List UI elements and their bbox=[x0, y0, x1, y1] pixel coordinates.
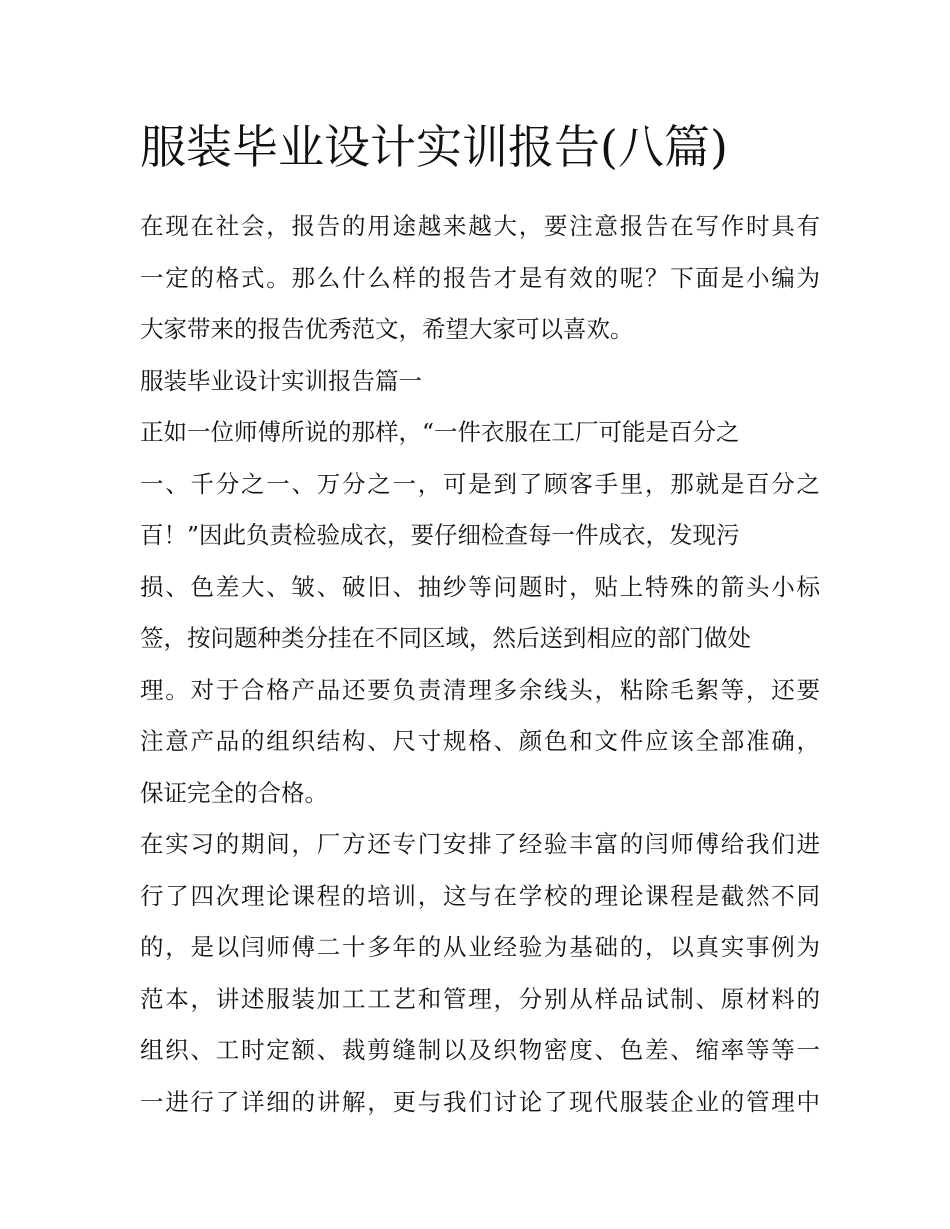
document-title: 服装毕业设计实训报告(八篇) bbox=[140, 120, 728, 174]
body-line: 大家带来的报告优秀范文，希望大家可以喜欢。 bbox=[140, 315, 634, 343]
body-line: 理。对于合格产品还要负责清理多余线头，粘除毛絮等，还要 bbox=[140, 675, 820, 704]
section-heading: 服装毕业设计实训报告篇一 bbox=[140, 366, 422, 395]
body-line: 正如一位师傅所说的那样，“一件衣服在工厂可能是百分之 bbox=[140, 418, 740, 446]
body-line: 组织、工时定额、裁剪缝制以及织物密度、色差、缩率等等一 bbox=[140, 1036, 820, 1064]
body-line: 在现在社会，报告的用途越来越大，要注意报告在写作时具有 bbox=[140, 212, 820, 240]
body-line: 范本，讲述服装加工工艺和管理，分别从样品试制、原材料的 bbox=[140, 984, 820, 1013]
body-line: 注意产品的组织结构、尺寸规格、颜色和文件应该全部准确， bbox=[140, 727, 820, 755]
body-line: 在实习的期间，厂方还专门安排了经验丰富的闫师傅给我们进 bbox=[140, 830, 820, 858]
body-line: 一定的格式。那么什么样的报告才是有效的呢？下面是小编为 bbox=[140, 263, 820, 292]
body-line: 一进行了详细的讲解，更与我们讨论了现代服装企业的管理中 bbox=[140, 1087, 820, 1116]
body-line: 行了四次理论课程的培训，这与在学校的理论课程是截然不同 bbox=[140, 881, 820, 910]
body-line: 保证完全的合格。 bbox=[140, 778, 328, 807]
body-line: 百！”因此负责检验成衣，要仔细检查每一件成衣，发现污 bbox=[140, 521, 740, 549]
body-line: 的，是以闫师傅二十多年的从业经验为基础的，以真实事例为 bbox=[140, 933, 820, 961]
document-body bbox=[140, 201, 820, 1128]
body-line: 签，按问题种类分挂在不同区域，然后送到相应的部门做处 bbox=[140, 624, 751, 652]
body-line: 损、色差大、皱、破旧、抽纱等问题时，贴上特殊的箭头小标 bbox=[140, 572, 820, 601]
body-line: 一、千分之一、万分之一，可是到了顾客手里，那就是百分之 bbox=[140, 469, 820, 498]
